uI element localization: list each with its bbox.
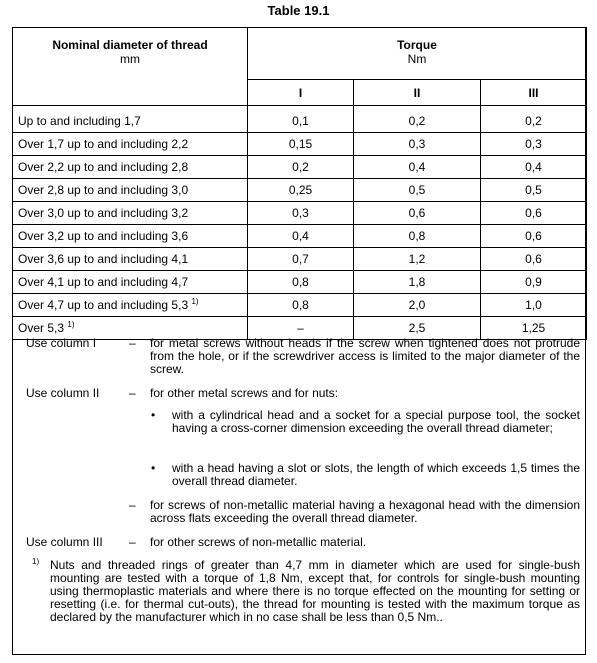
diameter-cell: [13, 225, 248, 248]
torque-cell-i: 0,3: [248, 202, 354, 225]
note-column-ii-text: for other metal screws and for nuts:: [150, 386, 339, 400]
note-column-ii-b-text: for screws of non-metallic material having a hexagonal head with the dimension across flats exceeding the overall thread diameter.: [150, 498, 580, 525]
diameter-cell: [13, 179, 248, 202]
torque-cell-iii: 0,4: [481, 156, 587, 179]
torque-cell-i: –: [248, 317, 354, 340]
note-column-i-dash: –: [129, 336, 136, 350]
header-diameter-title: Nominal diameter of thread: [52, 38, 208, 52]
diameter-text: Over 4,7 up to and including 5,3: [18, 298, 189, 312]
table-row: [13, 179, 587, 202]
diameter-text: Over 1,7 up to and including 2,2: [18, 137, 189, 151]
footnote-reference: 1): [67, 320, 75, 329]
column-header-iii: III: [481, 80, 587, 106]
torque-cell-i: 0,4: [248, 225, 354, 248]
torque-cell-i: 0,8: [248, 271, 354, 294]
torque-cell-iii: 0,6: [481, 225, 587, 248]
bullet-icon: •: [151, 461, 156, 475]
torque-cell-iii: 1,25: [481, 317, 587, 340]
table-row: [13, 271, 587, 294]
diameter-text: Up to and including 1,7: [18, 114, 141, 128]
diameter-cell: [13, 202, 248, 225]
torque-cell-i: 0,8: [248, 294, 354, 317]
torque-cell-iii: 1,0: [481, 294, 587, 317]
torque-cell-ii: 2,5: [354, 317, 481, 340]
torque-cell-ii: 0,4: [354, 156, 481, 179]
header-torque-unit: Nm: [407, 52, 427, 66]
footnote-mark: 1): [32, 557, 40, 566]
note-column-iii-dash: –: [129, 535, 136, 549]
note-column-ii-bullet-1: with a cylindrical head and a socket for a special purpose tool, the socket having a cross-corner dimension exceeding the overall thread diameter;: [172, 408, 580, 435]
torque-cell-iii: 0,5: [481, 179, 587, 202]
diameter-text: Over 5,3: [18, 321, 65, 335]
torque-cell-ii: 0,3: [354, 133, 481, 156]
note-column-ii-label: Use column II: [26, 386, 100, 400]
header-torque: [248, 28, 587, 80]
table-row: [13, 133, 587, 156]
torque-cell-i: 0,15: [248, 133, 354, 156]
torque-cell-iii: 0,6: [481, 202, 587, 225]
torque-cell-i: 0,2: [248, 156, 354, 179]
note-column-i-text: for metal screws without heads if the screw when tightened does not protrude from the hole, or if the screwdriver access is limited to the major diameter of the screw.: [150, 336, 580, 376]
diameter-text: Over 4,1 up to and including 4,7: [18, 275, 189, 289]
torque-cell-ii: 1,8: [354, 271, 481, 294]
table-row: [13, 225, 587, 248]
note-column-ii-dash: –: [129, 386, 136, 400]
table-row: [13, 294, 587, 317]
diameter-text: Over 3,6 up to and including 4,1: [18, 252, 189, 266]
table-row: [13, 248, 587, 271]
bullet-icon: •: [151, 408, 156, 422]
diameter-text: Over 3,0 up to and including 3,2: [18, 206, 189, 220]
diameter-cell: [13, 248, 248, 271]
footnote-text: Nuts and threaded rings of greater than 4,7 mm in diameter which are used for single-bush mounting are tested with a torque of 1,8 Nm, except that, for controls for single-bush mounting using thermoplastic materials and where there is no torque effected on the mounting for setting or resetting (i.e. for thermal cut-outs), the thread for mounting is tested with the maximum torque as declared by the manufacturer which in no case shall be less than 0,5 Nm..: [50, 558, 580, 624]
table-row: [13, 106, 587, 133]
torque-cell-iii: 0,9: [481, 271, 587, 294]
diameter-text: Over 2,8 up to and including 3,0: [18, 183, 189, 197]
diameter-text: Over 2,2 up to and including 2,8: [18, 160, 189, 174]
torque-cell-ii: 0,6: [354, 202, 481, 225]
header-torque-title: Torque: [397, 38, 437, 52]
torque-cell-ii: 0,8: [354, 225, 481, 248]
note-column-iii-label: Use column III: [26, 535, 103, 549]
note-column-ii-b-dash: –: [129, 498, 136, 512]
torque-cell-ii: 0,2: [354, 106, 481, 133]
note-column-iii-text: for other screws of non-metallic material.: [150, 535, 367, 549]
torque-cell-ii: 1,2: [354, 248, 481, 271]
torque-cell-iii: 0,2: [481, 106, 587, 133]
torque-cell-iii: 0,6: [481, 248, 587, 271]
torque-cell-i: 0,1: [248, 106, 354, 133]
torque-cell-ii: 0,5: [354, 179, 481, 202]
header-nominal-diameter: [13, 28, 248, 106]
diameter-cell: [13, 294, 248, 317]
footnote-reference: 1): [191, 297, 199, 306]
torque-cell-ii: 2,0: [354, 294, 481, 317]
diameter-cell: [13, 133, 248, 156]
diameter-cell: [13, 271, 248, 294]
table-row: [13, 156, 587, 179]
diameter-cell: [13, 106, 248, 133]
table-row: [13, 202, 587, 225]
note-column-ii-bullet-2: with a head having a slot or slots, the length of which exceeds 1,5 times the overall thread diameter.: [172, 461, 580, 488]
note-column-i-label: Use column I: [26, 336, 97, 350]
column-header-i: I: [248, 80, 354, 106]
column-header-ii: II: [354, 80, 481, 106]
torque-cell-i: 0,7: [248, 248, 354, 271]
torque-cell-iii: 0,3: [481, 133, 587, 156]
torque-cell-i: 0,25: [248, 179, 354, 202]
diameter-text: Over 3,2 up to and including 3,6: [18, 229, 189, 243]
torque-table: [12, 27, 587, 340]
table-title: Table 19.1: [267, 3, 330, 18]
diameter-cell: [13, 156, 248, 179]
header-diameter-unit: mm: [120, 52, 140, 66]
